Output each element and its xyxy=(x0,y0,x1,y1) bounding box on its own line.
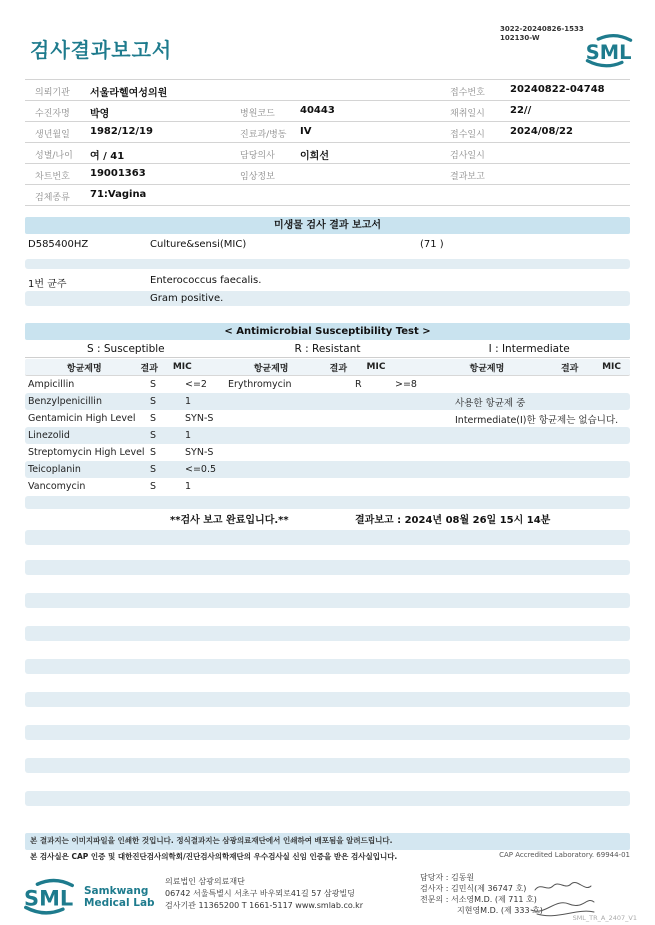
antibiotic-name: Streptomycin High Level xyxy=(28,447,145,458)
antibiotic-mic: 1 xyxy=(185,430,192,441)
field-value: 박영 xyxy=(90,109,110,120)
antibiotic-name: Vancomycin xyxy=(28,481,86,492)
ast-data-row xyxy=(25,393,630,410)
field-value: 22// xyxy=(510,105,532,116)
field-label: 임상정보 xyxy=(240,172,275,182)
patient-row-birthdate xyxy=(25,122,630,143)
patient-row-name xyxy=(25,101,630,122)
field-label: 차트번호 xyxy=(35,172,70,182)
antibiotic-name: Gentamicin High Level xyxy=(28,413,136,424)
field-label: 채취일시 xyxy=(450,109,485,119)
sml-logo-text: SML xyxy=(585,41,632,65)
ast-note-line1: 사용한 항균제 중 xyxy=(455,397,526,409)
patient-row-chart-number xyxy=(25,164,630,185)
ast-data-row xyxy=(25,427,630,444)
antibiotic-mic: 1 xyxy=(185,481,192,492)
antibiotic-mic: <=0.5 xyxy=(185,464,217,475)
test-name: Culture&sensi(MIC) xyxy=(150,239,247,250)
antibiotic-name: Ampicillin xyxy=(28,379,75,390)
field-label: 수진자명 xyxy=(35,109,70,119)
empty-row-stripe xyxy=(25,496,630,509)
staff-specialist1: 전문의 : 서소영M.D. (제 711 호) xyxy=(420,895,537,904)
antibiotic-result: R xyxy=(355,379,362,390)
ast-data-row xyxy=(25,376,630,393)
field-value: 20240822-04748 xyxy=(510,84,605,95)
page-title: 검사결과보고서 xyxy=(30,38,173,62)
antibiotic-mic: SYN-S xyxy=(185,413,214,424)
sml-logo-icon xyxy=(582,32,636,74)
field-label: 접수번호 xyxy=(450,88,485,98)
empty-row-stripe xyxy=(25,593,630,608)
document-code xyxy=(500,25,584,43)
antibiotic-result: S xyxy=(150,481,157,492)
ast-data-row xyxy=(25,478,630,495)
field-label: 성별/나이 xyxy=(35,151,73,161)
document-code-line1: 3022-20240826-1533 xyxy=(500,25,584,33)
field-label: 생년월일 xyxy=(35,130,70,140)
field-value: 서울라헬여성의원 xyxy=(90,88,168,99)
field-label: 검체종류 xyxy=(35,193,70,203)
field-label: 검사일시 xyxy=(450,151,485,161)
empty-row-stripe xyxy=(25,259,630,269)
gram-stain-row xyxy=(25,291,630,306)
field-value: IV xyxy=(300,126,312,137)
ast-data-row xyxy=(25,444,630,461)
antibiotic-name: Linezolid xyxy=(28,430,70,441)
ast-table xyxy=(25,359,630,495)
field-value: 이희선 xyxy=(300,151,329,162)
empty-row-stripe xyxy=(25,692,630,707)
antibiotic-result: S xyxy=(150,447,157,458)
brand-line1: Samkwang xyxy=(84,885,149,897)
antibiotic-mic: >=8 xyxy=(395,379,417,390)
antibiotic-result: S xyxy=(150,430,157,441)
legend-susceptible: S : Susceptible xyxy=(87,343,165,355)
column-header-result: 결과 xyxy=(560,363,579,374)
column-header-name: 항균제명 xyxy=(253,363,289,374)
legend-resistant: R : Resistant xyxy=(294,343,361,355)
patient-row-specimen-type xyxy=(25,185,630,206)
patient-info-table xyxy=(25,79,630,206)
antibiotic-result: S xyxy=(150,379,157,390)
report-timestamp: 결과보고 : 2024년 08월 26일 15시 14분 xyxy=(355,515,551,526)
field-value: 2024/08/22 xyxy=(510,126,573,137)
staff-specialist2: 지현영M.D. (제 333 호) xyxy=(457,906,543,915)
field-value: 19001363 xyxy=(90,168,146,179)
ast-legend xyxy=(25,341,630,358)
field-label: 병원코드 xyxy=(240,109,275,119)
staff-manager: 담당자 : 김동원 xyxy=(420,873,475,882)
brand-line2: Medical Lab xyxy=(84,897,155,909)
legend-intermediate: I : Intermediate xyxy=(488,343,570,355)
disclaimer-line2: 본 검사실은 CAP 인증 및 대한진단검사의학회/진단검사의학재단의 우수검사실 신임 인증을 받은 검사실입니다. xyxy=(30,852,398,861)
empty-row-stripe xyxy=(25,530,630,545)
footer-organization xyxy=(165,876,363,912)
ast-note-line2: Intermediate(I)한 항균제는 없습니다. xyxy=(455,414,619,426)
field-label: 접수일시 xyxy=(450,130,485,140)
column-header-mic: MIC xyxy=(172,362,192,372)
patient-row-institution xyxy=(25,80,630,101)
ast-data-row xyxy=(25,410,630,427)
field-label: 의뢰기관 xyxy=(35,88,70,98)
empty-row-stripe xyxy=(25,659,630,674)
antibiotic-result: S xyxy=(150,396,157,407)
field-value: 여 / 41 xyxy=(90,151,125,162)
column-header-name: 항균제명 xyxy=(66,363,102,374)
antibiotic-result: S xyxy=(150,413,157,424)
specimen-code: (71 ) xyxy=(420,239,444,250)
empty-row-stripe xyxy=(25,725,630,740)
ast-header-row xyxy=(25,359,630,376)
document-code-line2: 102130-W xyxy=(500,34,540,42)
field-label: 진료과/병동 xyxy=(240,130,287,140)
footer-logo xyxy=(20,876,155,918)
field-value: 1982/12/19 xyxy=(90,126,153,137)
patient-row-sex-age xyxy=(25,143,630,164)
antibiotic-mic: 1 xyxy=(185,396,192,407)
gram-stain-value: Gram positive. xyxy=(150,293,224,304)
footer-brand xyxy=(84,885,155,909)
antibiotic-mic: <=2 xyxy=(185,379,207,390)
document-version: SML_TR_A_2407_V1 xyxy=(572,914,637,922)
antibiotic-result: S xyxy=(150,464,157,475)
completion-message: **검사 보고 완료입니다.** xyxy=(170,515,289,526)
cap-accreditation-text: CAP Accredited Laboratory. 69944-01 xyxy=(499,851,630,859)
antibiotic-name: Teicoplanin xyxy=(28,464,81,475)
column-header-mic: MIC xyxy=(602,362,622,372)
sml-logo-text: SML xyxy=(24,886,74,911)
field-value: 71:Vagina xyxy=(90,189,147,200)
column-header-mic: MIC xyxy=(366,362,386,372)
empty-row-stripe xyxy=(25,791,630,806)
org-name: 의료법인 삼광의료재단 xyxy=(165,877,245,886)
field-label: 결과보고 xyxy=(450,172,485,182)
micro-section-header: 미생물 검사 결과 보고서 xyxy=(25,217,630,234)
strain-label: 1번 균주 xyxy=(28,279,67,290)
ast-data-row xyxy=(25,461,630,478)
empty-row-stripe xyxy=(25,626,630,641)
staff-examiner: 검사자 : 김민식(제 36747 호) xyxy=(420,884,527,893)
field-label: 담당의사 xyxy=(240,151,275,161)
antibiotic-mic: SYN-S xyxy=(185,447,214,458)
column-header-result: 결과 xyxy=(329,363,348,374)
org-address: 06742 서울특별시 서초구 바우뫼로41길 57 삼광빌딩 xyxy=(165,889,355,898)
ast-section-header: < Antimicrobial Susceptibility Test > xyxy=(25,323,630,340)
column-header-result: 결과 xyxy=(140,363,158,374)
org-contact: 검사기관 11365200 T 1661-5117 www.smlab.co.kr xyxy=(165,901,364,910)
field-value: 40443 xyxy=(300,105,335,116)
test-code: D585400HZ xyxy=(28,239,89,250)
empty-row-stripe xyxy=(25,560,630,575)
antibiotic-name: Benzylpenicillin xyxy=(28,396,102,407)
antibiotic-name: Erythromycin xyxy=(228,379,292,390)
sml-logo-icon xyxy=(20,876,78,918)
empty-row-stripe xyxy=(25,758,630,773)
column-header-name: 항균제명 xyxy=(469,363,505,374)
disclaimer-line1: 본 결과지는 이미지파일을 인쇄한 것입니다. 정식결과지는 삼광의료재단에서 인쇄하여 배포됨을 알려드립니다. xyxy=(25,833,630,850)
strain-name: Enterococcus faecalis. xyxy=(150,275,262,286)
